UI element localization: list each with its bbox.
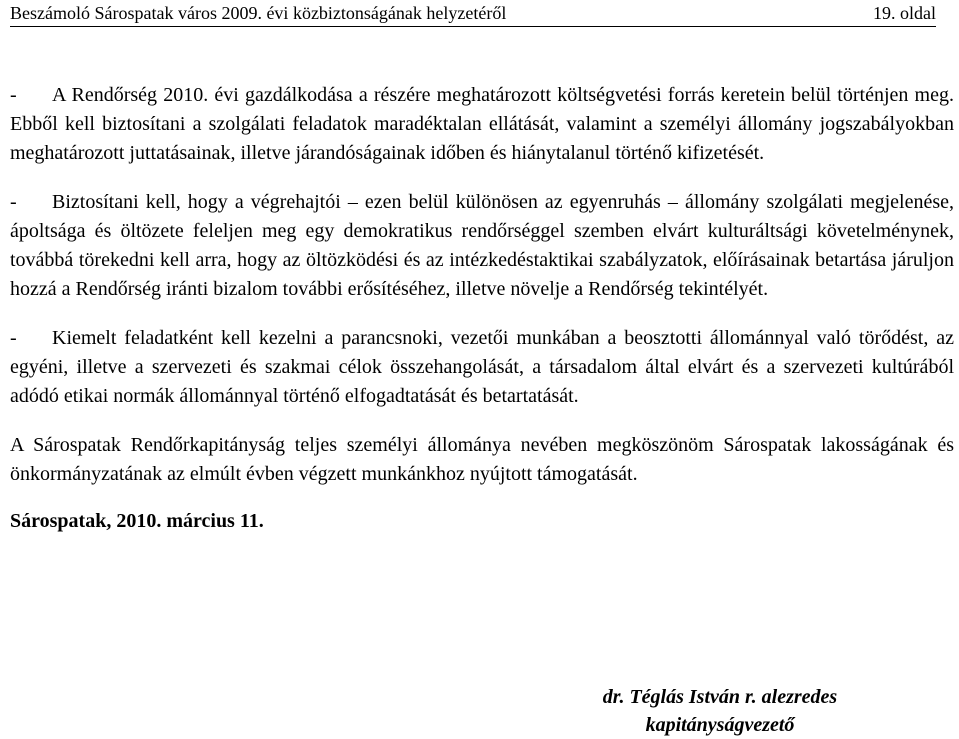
signatory-name: dr. Téglás István r. alezredes: [602, 686, 838, 708]
list-dash: -: [10, 84, 17, 106]
signatory-title: kapitányságvezető: [645, 714, 795, 736]
page-header: [10, 3, 936, 27]
place-and-date: Sárospatak, 2010. március 11.: [10, 510, 264, 532]
list-dash: -: [10, 327, 17, 349]
list-item-text: Biztosítani kell, hogy a végrehajtói – ezen belül különösen az egyenruhás – állomány szolgálati megjelenése, ápoltsága és öltözete feleljen meg egy demokratikus rendőrséggel szemben elvárt kulturáltsági követelménynek, továbbá törekedni kell arra, hogy az öltözködési és az intézkedéstaktikai szabályzatok, előírásainak betartása járuljon hozzá a Rendőrség iránti bizalom további erősítéséhez, illetve növelje a Rendőrség tekintélyét.: [10, 191, 954, 300]
list-item-text: Kiemelt feladatként kell kezelni a parancsnoki, vezetői munkában a beosztotti állománnyal való törődést, az egyéni, illetve a szervezeti és szakmai célok összehangolását, a társadalom által elvárt és a szervezeti kultúrából adódó etikai normák állománnyal történő elfogadtatását és betartatását.: [10, 327, 954, 407]
signature-block: [555, 683, 885, 739]
list-item-text: A Rendőrség 2010. évi gazdálkodása a részére meghatározott költségvetési forrás keretein belül történjen meg. Ebből kell biztosítani a szolgálati feladatok maradéktalan ellátását, valamint a személyi állomány jogszabályokban meghatározott juttatásainak, illetve járandóságainak időben és hiánytalanul történő kifizetését.: [10, 84, 954, 164]
header-rule: [10, 26, 936, 27]
list-item: [10, 81, 954, 168]
closing-paragraph: A Sárospatak Rendőrkapitányság teljes személyi állománya nevében megköszönöm Sárospatak lakosságának és önkormányzatának az elmúlt évben végzett munkánkhoz nyújtott támogatását.: [10, 434, 954, 485]
document-body: [10, 81, 954, 536]
list-item: [10, 188, 954, 304]
page-number: 19. oldal: [873, 3, 936, 23]
header-title: Beszámoló Sárospatak város 2009. évi közbiztonságának helyzetéről: [10, 3, 507, 23]
list-item: [10, 324, 954, 411]
list-dash: -: [10, 191, 17, 213]
